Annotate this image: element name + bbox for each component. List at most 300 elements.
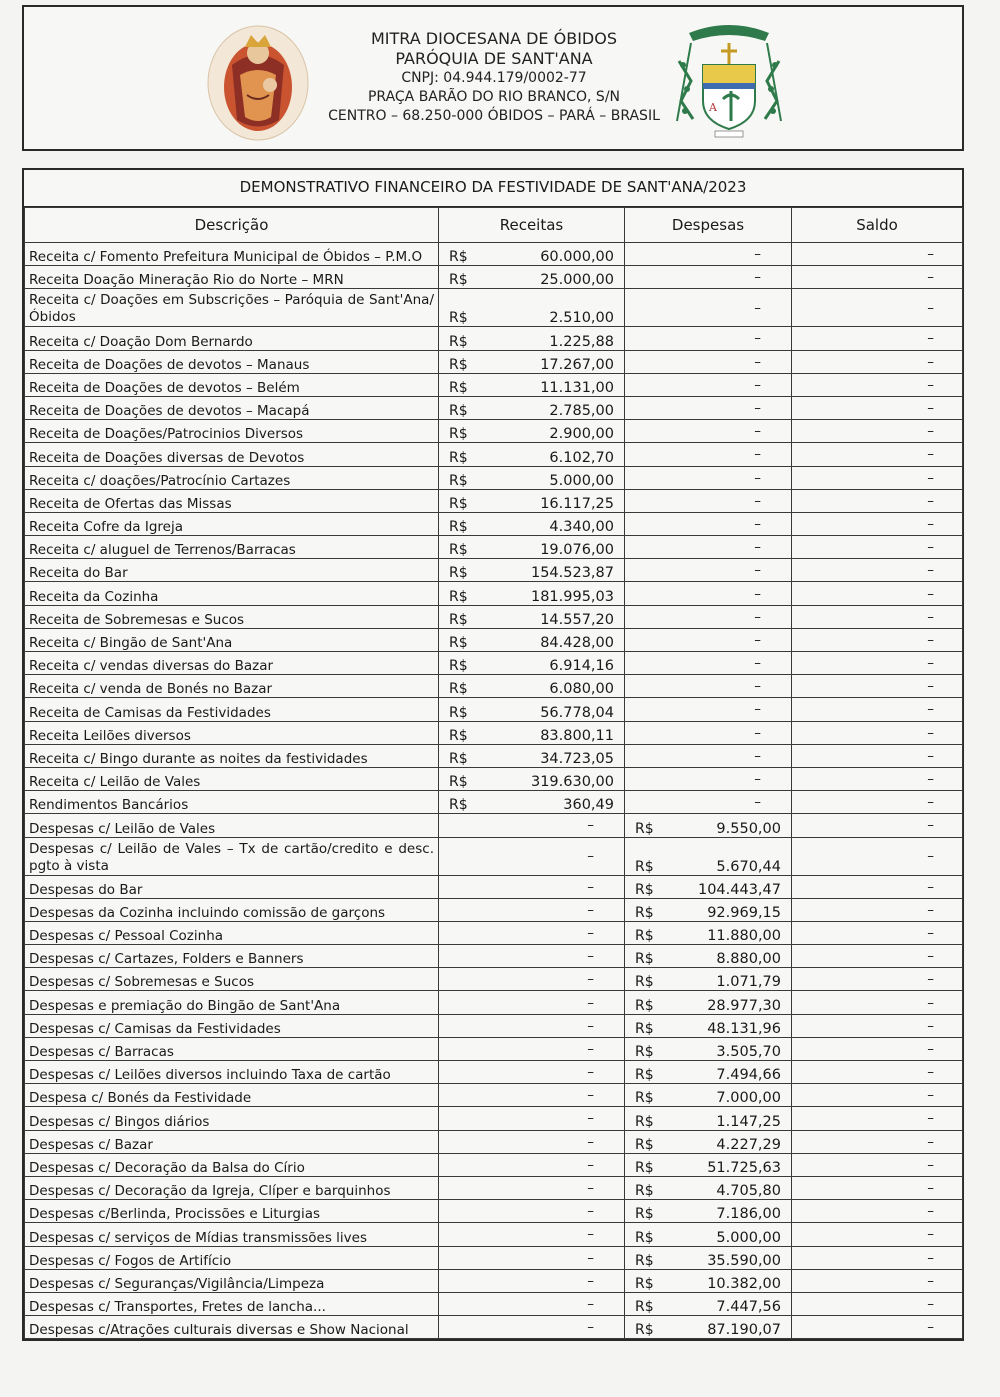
row-description: Receita Cofre da Igreja <box>25 512 439 535</box>
row-description: Despesas c/ Transportes, Fretes de lancha... <box>25 1292 439 1315</box>
empty-dash: – <box>439 1153 625 1176</box>
table-row <box>25 443 963 466</box>
despesa-amount <box>625 968 792 991</box>
saldo-dash: – <box>792 1223 963 1246</box>
row-description: Despesa c/ Bonés da Festividade <box>25 1084 439 1107</box>
currency-symbol: R$ <box>449 310 468 327</box>
row-description: Receita c/ aluguel de Terrenos/Barracas <box>25 536 439 559</box>
table-row <box>25 582 963 605</box>
saldo-dash: – <box>792 489 963 512</box>
currency-symbol: R$ <box>449 356 468 373</box>
amount: 7.000,00 <box>716 1090 781 1107</box>
column-header-receitas: Receitas <box>439 208 625 243</box>
table-row <box>25 1153 963 1176</box>
empty-dash: – <box>625 396 792 419</box>
table-row <box>25 1176 963 1199</box>
table-row <box>25 791 963 814</box>
receita-amount <box>439 675 625 698</box>
empty-dash: – <box>625 350 792 373</box>
despesa-amount <box>625 1037 792 1060</box>
currency-symbol: R$ <box>449 727 468 744</box>
saldo-dash: – <box>792 837 963 875</box>
saldo-dash: – <box>792 652 963 675</box>
table-row <box>25 536 963 559</box>
letterhead <box>22 5 964 151</box>
empty-dash: – <box>439 1292 625 1315</box>
saldo-dash: – <box>792 1246 963 1269</box>
amount: 4.227,29 <box>716 1136 781 1153</box>
saldo-dash: – <box>792 396 963 419</box>
currency-symbol: R$ <box>449 426 468 443</box>
table-row <box>25 289 963 327</box>
row-description: Despesas c/ Camisas da Festividades <box>25 1014 439 1037</box>
empty-dash: – <box>625 289 792 327</box>
amount: 360,49 <box>563 797 614 814</box>
currency-symbol: R$ <box>449 588 468 605</box>
row-description: Receita Doação Mineração Rio do Norte – MRN <box>25 266 439 289</box>
parish-name: PARÓQUIA DE SANT'ANA <box>395 49 593 68</box>
empty-dash: – <box>625 767 792 790</box>
saldo-dash: – <box>792 791 963 814</box>
row-description: Despesas c/ serviços de Mídias transmissões lives <box>25 1223 439 1246</box>
empty-dash: – <box>439 837 625 875</box>
empty-dash: – <box>439 1316 625 1339</box>
despesa-amount <box>625 898 792 921</box>
empty-dash: – <box>439 898 625 921</box>
currency-symbol: R$ <box>449 403 468 420</box>
amount: 51.725,63 <box>707 1159 781 1176</box>
currency-symbol: R$ <box>635 928 654 945</box>
despesa-amount <box>625 1014 792 1037</box>
empty-dash: – <box>625 652 792 675</box>
receita-amount <box>439 721 625 744</box>
table-row <box>25 991 963 1014</box>
saldo-dash: – <box>792 721 963 744</box>
currency-symbol: R$ <box>449 495 468 512</box>
despesa-amount <box>625 1176 792 1199</box>
saldo-dash: – <box>792 1176 963 1199</box>
despesa-amount <box>625 1292 792 1315</box>
currency-symbol: R$ <box>635 858 654 875</box>
table-row <box>25 373 963 396</box>
column-header-saldo: Saldo <box>792 208 963 243</box>
row-description: Despesas c/ Barracas <box>25 1037 439 1060</box>
table-row <box>25 1107 963 1130</box>
amount: 1.071,79 <box>716 974 781 991</box>
row-description: Despesas c/ Sobremesas e Sucos <box>25 968 439 991</box>
saldo-dash: – <box>792 559 963 582</box>
empty-dash: – <box>625 791 792 814</box>
column-header-despesas: Despesas <box>625 208 792 243</box>
empty-dash: – <box>625 605 792 628</box>
table-row <box>25 1200 963 1223</box>
amount: 11.880,00 <box>707 928 781 945</box>
amount: 84.428,00 <box>540 635 614 651</box>
amount: 181.995,03 <box>530 588 614 605</box>
amount: 6.102,70 <box>549 449 614 466</box>
row-description: Receita de Sobremesas e Sucos <box>25 605 439 628</box>
row-description: Despesas c/ Bazar <box>25 1130 439 1153</box>
table-row <box>25 350 963 373</box>
financial-statement <box>22 168 964 1341</box>
currency-symbol: R$ <box>449 472 468 489</box>
cnpj: CNPJ: 04.944.179/0002-77 <box>401 70 587 86</box>
table-row <box>25 698 963 721</box>
receita-amount <box>439 512 625 535</box>
table-row <box>25 1223 963 1246</box>
saldo-dash: – <box>792 266 963 289</box>
receita-amount <box>439 266 625 289</box>
empty-dash: – <box>625 582 792 605</box>
table-row <box>25 243 963 266</box>
empty-dash: – <box>625 420 792 443</box>
amount: 14.557,20 <box>540 611 614 628</box>
saldo-dash: – <box>792 443 963 466</box>
empty-dash: – <box>439 945 625 968</box>
currency-symbol: R$ <box>449 774 468 791</box>
currency-symbol: R$ <box>635 1183 654 1200</box>
table-row <box>25 1292 963 1315</box>
row-description: Receita c/ Doações em Subscrições – Paróquia de Sant'Ana/Óbidos <box>25 289 439 327</box>
amount: 7.186,00 <box>716 1206 781 1223</box>
amount: 1.225,88 <box>549 333 614 350</box>
empty-dash: – <box>625 559 792 582</box>
currency-symbol: R$ <box>635 1275 654 1292</box>
despesa-amount <box>625 1153 792 1176</box>
receita-amount <box>439 289 625 327</box>
saldo-dash: – <box>792 327 963 350</box>
saldo-dash: – <box>792 968 963 991</box>
table-row <box>25 898 963 921</box>
receita-amount <box>439 698 625 721</box>
saldo-dash: – <box>792 1037 963 1060</box>
receita-amount <box>439 628 625 651</box>
currency-symbol: R$ <box>635 881 654 898</box>
amount: 60.000,00 <box>540 249 614 266</box>
table-row <box>25 1269 963 1292</box>
currency-symbol: R$ <box>635 951 654 968</box>
row-description: Despesas c/ Decoração da Igreja, Clíper e barquinhos <box>25 1176 439 1199</box>
saldo-dash: – <box>792 1107 963 1130</box>
letterhead-text <box>304 29 684 126</box>
receita-amount <box>439 767 625 790</box>
row-description: Receita de Doações de devotos – Belém <box>25 373 439 396</box>
saldo-dash: – <box>792 921 963 944</box>
row-description: Receita Leilões diversos <box>25 721 439 744</box>
empty-dash: – <box>439 1037 625 1060</box>
empty-dash: – <box>439 968 625 991</box>
table-row <box>25 744 963 767</box>
empty-dash: – <box>439 1200 625 1223</box>
currency-symbol: R$ <box>635 974 654 991</box>
empty-dash: – <box>625 443 792 466</box>
empty-dash: – <box>439 1107 625 1130</box>
receita-amount <box>439 243 625 266</box>
saldo-dash: – <box>792 512 963 535</box>
row-description: Despesas c/ Cartazes, Folders e Banners <box>25 945 439 968</box>
amount: 7.494,66 <box>716 1067 781 1084</box>
saint-anne-image <box>207 25 309 141</box>
table-row <box>25 837 963 875</box>
despesa-amount <box>625 1223 792 1246</box>
empty-dash: – <box>625 721 792 744</box>
table-body <box>25 243 963 1339</box>
saldo-dash: – <box>792 1292 963 1315</box>
saldo-dash: – <box>792 1130 963 1153</box>
despesa-amount <box>625 1084 792 1107</box>
row-description: Receita da Cozinha <box>25 582 439 605</box>
amount: 319.630,00 <box>530 774 614 791</box>
row-description: Receita de Doações/Patrocinios Diversos <box>25 420 439 443</box>
saldo-dash: – <box>792 767 963 790</box>
amount: 28.977,30 <box>707 997 781 1014</box>
amount: 87.190,07 <box>707 1322 781 1339</box>
table-row <box>25 875 963 898</box>
row-description: Receita c/ Leilão de Vales <box>25 767 439 790</box>
saldo-dash: – <box>792 466 963 489</box>
table-row <box>25 945 963 968</box>
currency-symbol: R$ <box>635 1113 654 1130</box>
currency-symbol: R$ <box>449 611 468 628</box>
saldo-dash: – <box>792 1061 963 1084</box>
amount: 10.382,00 <box>707 1275 781 1292</box>
currency-symbol: R$ <box>449 379 468 396</box>
table-row <box>25 721 963 744</box>
empty-dash: – <box>439 1130 625 1153</box>
currency-symbol: R$ <box>449 542 468 559</box>
amount: 83.800,11 <box>540 727 614 744</box>
table-row <box>25 1014 963 1037</box>
amount: 5.000,00 <box>549 472 614 489</box>
table-row <box>25 1130 963 1153</box>
amount: 48.131,96 <box>707 1020 781 1037</box>
table-row <box>25 266 963 289</box>
table-row <box>25 420 963 443</box>
currency-symbol: R$ <box>449 272 468 289</box>
saldo-dash: – <box>792 289 963 327</box>
empty-dash: – <box>439 1084 625 1107</box>
row-description: Rendimentos Bancários <box>25 791 439 814</box>
empty-dash: – <box>625 327 792 350</box>
saldo-dash: – <box>792 1269 963 1292</box>
empty-dash: – <box>439 1269 625 1292</box>
receita-amount <box>439 396 625 419</box>
empty-dash: – <box>625 373 792 396</box>
amount: 2.510,00 <box>549 310 614 327</box>
amount: 56.778,04 <box>540 704 614 721</box>
saldo-dash: – <box>792 628 963 651</box>
row-description: Despesas do Bar <box>25 875 439 898</box>
city-line: CENTRO – 68.250-000 ÓBIDOS – PARÁ – BRASIL <box>328 108 660 124</box>
currency-symbol: R$ <box>449 750 468 767</box>
currency-symbol: R$ <box>635 1136 654 1153</box>
currency-symbol: R$ <box>635 1252 654 1269</box>
statement-title: DEMONSTRATIVO FINANCEIRO DA FESTIVIDADE DE SANT'ANA/2023 <box>24 170 962 207</box>
empty-dash: – <box>439 1223 625 1246</box>
amount: 92.969,15 <box>707 904 781 921</box>
receita-amount <box>439 327 625 350</box>
table-row <box>25 512 963 535</box>
currency-symbol: R$ <box>635 1020 654 1037</box>
empty-dash: – <box>439 991 625 1014</box>
saldo-dash: – <box>792 373 963 396</box>
receita-amount <box>439 652 625 675</box>
currency-symbol: R$ <box>449 681 468 698</box>
receita-amount <box>439 466 625 489</box>
amount: 6.080,00 <box>549 681 614 698</box>
receita-amount <box>439 559 625 582</box>
receita-amount <box>439 605 625 628</box>
amount: 4.705,80 <box>716 1183 781 1200</box>
row-description: Receita do Bar <box>25 559 439 582</box>
empty-dash: – <box>439 1014 625 1037</box>
saldo-dash: – <box>792 814 963 837</box>
saldo-dash: – <box>792 536 963 559</box>
currency-symbol: R$ <box>635 1229 654 1246</box>
table-row <box>25 921 963 944</box>
despesa-amount <box>625 921 792 944</box>
amount: 35.590,00 <box>707 1252 781 1269</box>
receita-amount <box>439 489 625 512</box>
table-row <box>25 559 963 582</box>
table-row <box>25 628 963 651</box>
saldo-dash: – <box>792 744 963 767</box>
amount: 154.523,87 <box>530 565 614 582</box>
row-description: Despesas c/ Seguranças/Vigilância/Limpeza <box>25 1269 439 1292</box>
currency-symbol: R$ <box>635 904 654 921</box>
table-row <box>25 1037 963 1060</box>
currency-symbol: R$ <box>635 1206 654 1223</box>
row-description: Despesas c/ Decoração da Balsa do Círio <box>25 1153 439 1176</box>
amount: 34.723,05 <box>540 750 614 767</box>
saldo-dash: – <box>792 991 963 1014</box>
currency-symbol: R$ <box>635 1159 654 1176</box>
currency-symbol: R$ <box>449 449 468 466</box>
currency-symbol: R$ <box>449 519 468 536</box>
currency-symbol: R$ <box>635 1299 654 1316</box>
amount: 11.131,00 <box>540 379 614 396</box>
receita-amount <box>439 536 625 559</box>
header-row <box>25 208 963 243</box>
saldo-dash: – <box>792 1153 963 1176</box>
despesa-amount <box>625 1269 792 1292</box>
saldo-dash: – <box>792 898 963 921</box>
table-row <box>25 489 963 512</box>
receita-amount <box>439 582 625 605</box>
despesa-amount <box>625 1246 792 1269</box>
row-description: Receita de Doações de devotos – Macapá <box>25 396 439 419</box>
row-description: Receita c/ doações/Patrocínio Cartazes <box>25 466 439 489</box>
currency-symbol: R$ <box>449 249 468 266</box>
despesa-amount <box>625 1130 792 1153</box>
table-row <box>25 327 963 350</box>
receita-amount <box>439 373 625 396</box>
row-description: Despesas c/Berlinda, Procissões e Liturgias <box>25 1200 439 1223</box>
despesa-amount <box>625 875 792 898</box>
receita-amount <box>439 420 625 443</box>
row-description: Despesas c/ Leilão de Vales – Tx de cartão/credito e desc. pgto à vista <box>25 837 439 875</box>
table-row <box>25 675 963 698</box>
empty-dash: – <box>625 675 792 698</box>
empty-dash: – <box>625 266 792 289</box>
table-row <box>25 1316 963 1339</box>
row-description: Despesas da Cozinha incluindo comissão de garçons <box>25 898 439 921</box>
currency-symbol: R$ <box>449 565 468 582</box>
currency-symbol: R$ <box>449 704 468 721</box>
empty-dash: – <box>625 466 792 489</box>
saldo-dash: – <box>792 1316 963 1339</box>
saldo-dash: – <box>792 243 963 266</box>
episcopal-coat-of-arms <box>669 21 789 143</box>
table-row <box>25 1061 963 1084</box>
row-description: Receita de Doações diversas de Devotos <box>25 443 439 466</box>
table-row <box>25 605 963 628</box>
row-description: Despesas e premiação do Bingão de Sant'Ana <box>25 991 439 1014</box>
despesa-amount <box>625 837 792 875</box>
receita-amount <box>439 443 625 466</box>
saldo-dash: – <box>792 875 963 898</box>
receita-amount <box>439 791 625 814</box>
table-row <box>25 466 963 489</box>
row-description: Receita c/ Bingo durante as noites da festividades <box>25 744 439 767</box>
row-description: Despesas c/Atrações culturais diversas e Show Nacional <box>25 1316 439 1339</box>
amount: 104.443,47 <box>697 881 781 898</box>
saldo-dash: – <box>792 698 963 721</box>
despesa-amount <box>625 991 792 1014</box>
despesa-amount <box>625 1316 792 1339</box>
table-row <box>25 652 963 675</box>
empty-dash: – <box>625 489 792 512</box>
row-description: Despesas c/ Leilão de Vales <box>25 814 439 837</box>
table-row <box>25 396 963 419</box>
row-description: Despesas c/ Pessoal Cozinha <box>25 921 439 944</box>
currency-symbol: R$ <box>635 820 654 837</box>
amount: 2.785,00 <box>549 403 614 420</box>
empty-dash: – <box>625 628 792 651</box>
despesa-amount <box>625 1107 792 1130</box>
saldo-dash: – <box>792 1084 963 1107</box>
empty-dash: – <box>439 1061 625 1084</box>
table-row <box>25 767 963 790</box>
empty-dash: – <box>625 536 792 559</box>
empty-dash: – <box>625 243 792 266</box>
currency-symbol: R$ <box>449 333 468 350</box>
despesa-amount <box>625 1061 792 1084</box>
currency-symbol: R$ <box>449 635 468 651</box>
currency-symbol: R$ <box>635 1090 654 1107</box>
table-row <box>25 1246 963 1269</box>
saldo-dash: – <box>792 582 963 605</box>
empty-dash: – <box>439 1246 625 1269</box>
table-row <box>25 814 963 837</box>
row-description: Receita c/ Doação Dom Bernardo <box>25 327 439 350</box>
currency-symbol: R$ <box>635 1067 654 1084</box>
empty-dash: – <box>625 512 792 535</box>
saldo-dash: – <box>792 1014 963 1037</box>
saldo-dash: – <box>792 1200 963 1223</box>
svg-text:A: A <box>709 101 717 114</box>
saldo-dash: – <box>792 605 963 628</box>
currency-symbol: R$ <box>449 658 468 675</box>
amount: 4.340,00 <box>549 519 614 536</box>
empty-dash: – <box>625 744 792 767</box>
amount: 3.505,70 <box>716 1044 781 1060</box>
diocese-name: MITRA DIOCESANA DE ÓBIDOS <box>371 29 617 48</box>
address-line: PRAÇA BARÃO DO RIO BRANCO, S/N <box>367 89 621 105</box>
row-description: Receita de Ofertas das Missas <box>25 489 439 512</box>
table-row <box>25 1084 963 1107</box>
row-description: Despesas c/ Fogos de Artifício <box>25 1246 439 1269</box>
